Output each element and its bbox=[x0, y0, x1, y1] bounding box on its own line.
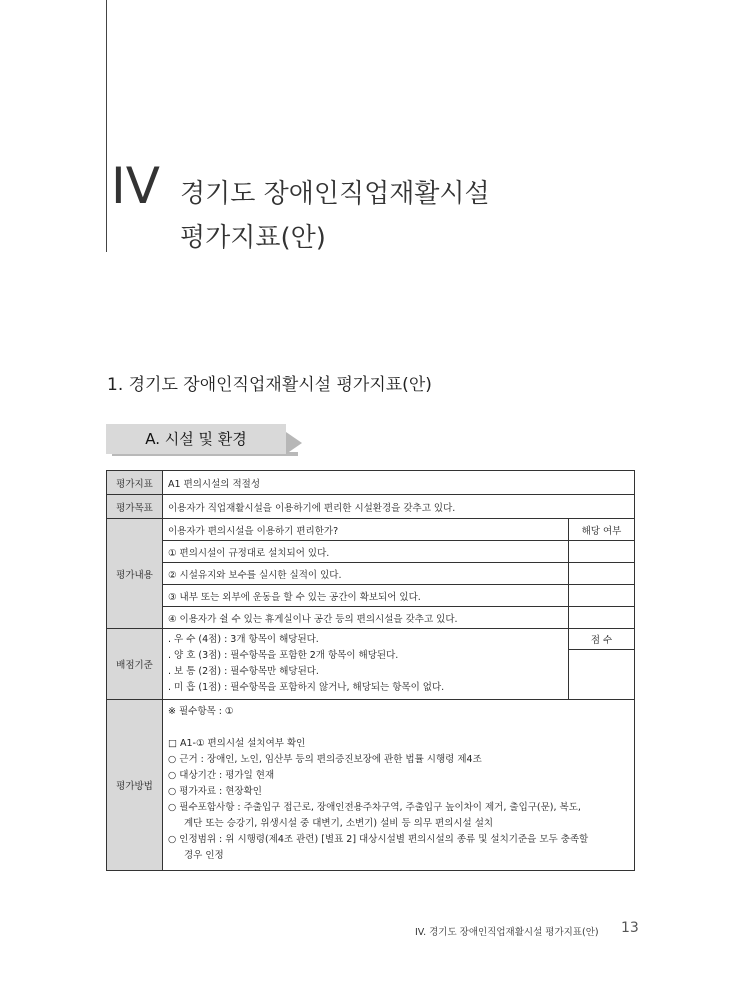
content-item: ② 시설유지와 보수를 실시한 실적이 있다. bbox=[163, 563, 569, 585]
content-item: ③ 내부 또는 외부에 운동을 할 수 있는 공간이 확보되어 있다. bbox=[163, 585, 569, 607]
chapter-vertical-rule bbox=[106, 0, 107, 252]
goal-label: 평가목표 bbox=[107, 495, 163, 519]
method-label: 평가방법 bbox=[107, 700, 163, 871]
scoring-item: . 미 흡 (1점) : 필수항목을 포함하지 않거나, 해당되는 항목이 없다. bbox=[168, 682, 445, 693]
subsection-title: A. 시설 및 환경 bbox=[106, 424, 286, 454]
method-required: ※ 필수항목 : ① bbox=[168, 706, 234, 717]
method-item-cont: 경우 인정 bbox=[184, 850, 224, 861]
content-check-header: 해당 여부 bbox=[569, 519, 635, 541]
content-check-cell bbox=[569, 585, 635, 607]
indicator-label: 평가지표 bbox=[107, 471, 163, 495]
method-item: ○ 근거 : 장애인, 노인, 임산부 등의 편의증진보장에 관한 법률 시행령 제4조 bbox=[168, 754, 482, 765]
scoring-header: 점 수 bbox=[569, 629, 635, 650]
chapter-title-line1: 경기도 장애인직업재활시설 bbox=[180, 179, 490, 209]
method-item: ○ 평가자료 : 현장확인 bbox=[168, 786, 262, 797]
goal-value: 이용자가 직업재활시설을 이용하기에 편리한 시설환경을 갖추고 있다. bbox=[163, 495, 635, 519]
chapter-title bbox=[180, 172, 490, 260]
page-number: 13 bbox=[621, 920, 639, 936]
content-item: ① 편의시설이 규정대로 설치되어 있다. bbox=[163, 541, 569, 563]
scoring-item: . 우 수 (4점) : 3개 항목이 해당된다. bbox=[168, 634, 319, 645]
scoring-criteria bbox=[163, 629, 569, 700]
content-label: 평가내용 bbox=[107, 519, 163, 629]
indicator-value: A1 편의시설의 적절성 bbox=[163, 471, 635, 495]
method-content bbox=[163, 700, 635, 871]
chapter-numeral: IV bbox=[111, 157, 160, 215]
content-check-cell bbox=[569, 563, 635, 585]
subsection-arrow bbox=[286, 432, 302, 454]
content-question: 이용자가 편의시설을 이용하기 편리한가? bbox=[163, 519, 569, 541]
section-title: 1. 경기도 장애인직업재활시설 평가지표(안) bbox=[107, 375, 432, 395]
chapter-title-line2: 평가지표(안) bbox=[180, 223, 326, 253]
scoring-item: . 보 통 (2점) : 필수항목만 해당된다. bbox=[168, 666, 319, 677]
scoring-value-cell bbox=[569, 650, 635, 700]
method-check-title: □ A1-① 편의시설 설치여부 확인 bbox=[168, 738, 306, 749]
method-item: ○ 대상기간 : 평가일 현재 bbox=[168, 770, 275, 781]
scoring-label: 배점기준 bbox=[107, 629, 163, 700]
method-item: ○ 필수포함사항 : 주출입구 접근로, 장애인전용주차구역, 주출입구 높이차이 제거, 출입구(문), 복도, bbox=[168, 802, 581, 813]
content-check-cell bbox=[569, 607, 635, 629]
footer-text: IV. 경기도 장애인직업재활시설 평가지표(안) bbox=[415, 927, 599, 938]
content-check-cell bbox=[569, 541, 635, 563]
scoring-item: . 양 호 (3점) : 필수항목을 포함한 2개 항목이 해당된다. bbox=[168, 650, 399, 661]
method-item-cont: 계단 또는 승강기, 위생시설 중 대변기, 소변기) 설비 등 의무 편의시설 설치 bbox=[184, 818, 494, 829]
content-item: ④ 이용자가 쉴 수 있는 휴게실이나 공간 등의 편의시설을 갖추고 있다. bbox=[163, 607, 569, 629]
evaluation-table bbox=[106, 470, 635, 871]
method-item: ○ 인정범위 : 위 시행령(제4조 관련) [별표 2] 대상시설별 편의시설의 종류 및 설치기준을 모두 충족할 bbox=[168, 834, 589, 845]
